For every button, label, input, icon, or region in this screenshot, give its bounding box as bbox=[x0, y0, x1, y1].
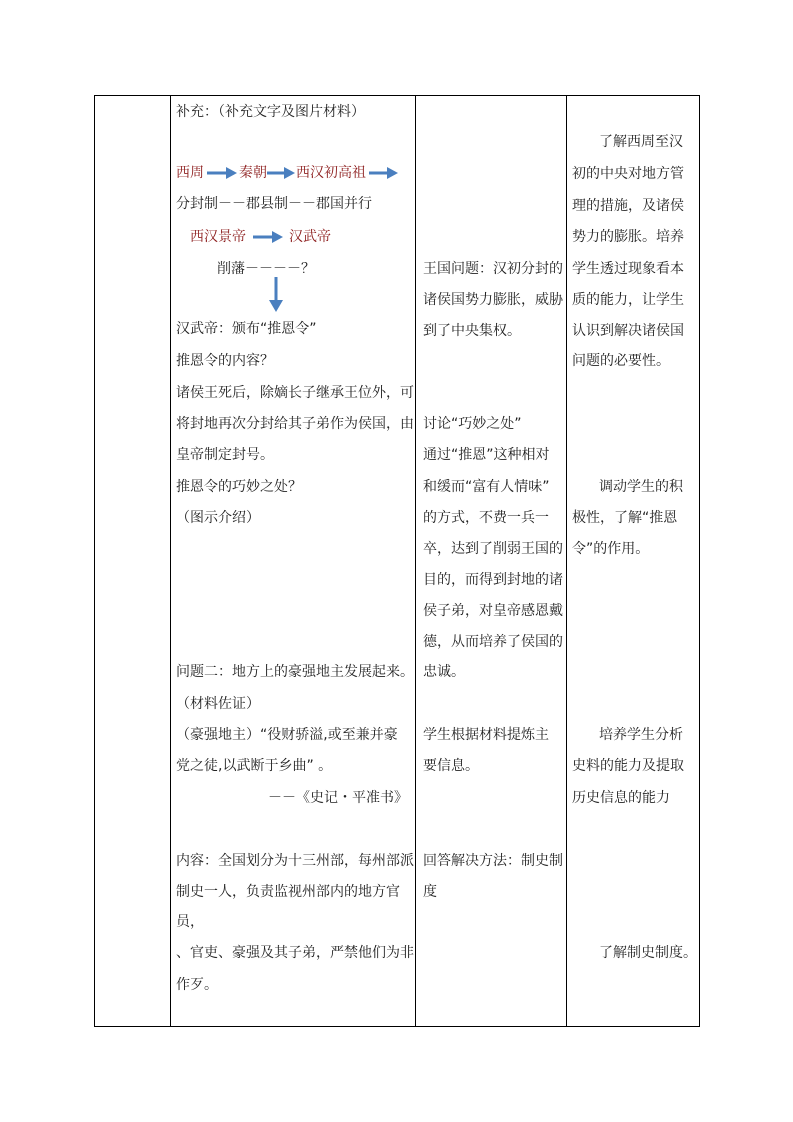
intent-p3-line-3: 历史信息的能力 bbox=[572, 790, 670, 806]
quote-source: －－《史记・平准书》 bbox=[268, 790, 408, 806]
problem-two: 问题二：地方上的豪强地主发展起来。 bbox=[176, 664, 414, 680]
activity-p2-line-4: 的方式，不费一兵一 bbox=[423, 510, 549, 526]
quote-line-2: 党之徒,以武断于乡曲” 。 bbox=[176, 758, 333, 774]
activity-p3-line-1: 学生根据材料提炼主 bbox=[423, 727, 549, 743]
intent-p1-line-7: 认识到解决诸侯国 bbox=[572, 323, 684, 339]
table-border-top bbox=[94, 95, 700, 96]
flow-label-qin: 秦朝 bbox=[239, 165, 267, 181]
content-line-1: 诸侯王死后，除嫡长子继承王位外，可 bbox=[176, 385, 414, 401]
intent-p1-line-1: 了解西周至汉 bbox=[599, 134, 683, 150]
intent-p1-line-4: 势力的膨胀。培养 bbox=[572, 229, 684, 245]
activity-p2-line-1: 讨论“巧妙之处” bbox=[423, 416, 522, 432]
arrow-down-icon bbox=[266, 276, 286, 314]
column-divider-2 bbox=[415, 95, 416, 1027]
system-line-5: 作歹。 bbox=[176, 977, 218, 993]
intent-p1-line-5: 学生透过现象看本 bbox=[572, 261, 684, 277]
arrow-right-icon bbox=[206, 166, 238, 180]
evidence-note: （材料佐证） bbox=[176, 696, 260, 712]
activity-p2-line-5: 卒，达到了削弱王国的 bbox=[423, 541, 563, 557]
arrow-right-icon bbox=[252, 230, 284, 244]
flow-caption-2: 削藩－－－－？ bbox=[217, 261, 315, 277]
intent-p3-line-2: 史料的能力及提取 bbox=[572, 758, 684, 774]
content-line-3: 皇帝制定封号。 bbox=[176, 447, 274, 463]
activity-p1-line-2: 诸侯国势力膨胀，威胁 bbox=[423, 292, 563, 308]
question-content: 推恩令的内容？ bbox=[176, 353, 274, 369]
flow-label-early-han: 西汉初高祖 bbox=[296, 165, 366, 181]
column-divider-3 bbox=[566, 95, 567, 1027]
table-border-right bbox=[699, 95, 700, 1027]
intent-p2-line-2: 极性，了解“推恩 bbox=[572, 510, 678, 526]
flow-label-emperor-jing: 西汉景帝 bbox=[190, 229, 246, 245]
activity-p4-line-2: 度 bbox=[423, 884, 437, 900]
system-line-1: 内容：全国划分为十三州部，每州部派 bbox=[176, 853, 414, 869]
edict-line: 汉武帝：颁布“推恩令” bbox=[176, 321, 317, 337]
table-border-bottom bbox=[94, 1026, 700, 1027]
flow-label-emperor-wu: 汉武帝 bbox=[289, 229, 331, 245]
intent-p4-line-1: 了解制史制度。 bbox=[599, 945, 697, 961]
system-line-4: 、官吏、豪强及其子弟，严禁他们为非 bbox=[176, 945, 414, 961]
table-border-left bbox=[94, 95, 95, 1027]
column-divider-1 bbox=[170, 95, 171, 1027]
activity-p3-line-2: 要信息。 bbox=[423, 758, 479, 774]
arrow-right-icon bbox=[368, 166, 399, 180]
activity-p4-line-1: 回答解决方法：制史制 bbox=[423, 853, 563, 869]
flow-caption-1: 分封制－－郡县制－－郡国并行 bbox=[176, 196, 372, 212]
supplement-heading: 补充：（补充文字及图片材料） bbox=[176, 104, 365, 120]
intent-p2-line-3: 令”的作用。 bbox=[572, 541, 650, 557]
intent-p1-line-6: 质的能力，让学生 bbox=[572, 292, 684, 308]
activity-p2-line-9: 忠诚。 bbox=[423, 664, 465, 680]
intent-p1-line-2: 初的中央对地方管 bbox=[572, 166, 684, 182]
activity-p1-line-1: 王国问题：汉初分封的 bbox=[423, 261, 563, 277]
activity-p2-line-6: 目的，而得到封地的诸 bbox=[423, 572, 563, 588]
arrow-right-icon bbox=[266, 166, 296, 180]
intent-p3-line-1: 培养学生分析 bbox=[599, 727, 683, 743]
quote-line-1: （豪强地主）“役财骄溢,或至兼并豪 bbox=[176, 727, 398, 743]
intent-p2-line-1: 调动学生的积 bbox=[599, 479, 683, 495]
flow-label-western-zhou: 西周 bbox=[176, 165, 204, 181]
activity-p2-line-2: 通过“推恩”这种相对 bbox=[423, 447, 550, 463]
intent-p1-line-8: 问题的必要性。 bbox=[572, 353, 670, 369]
activity-p2-line-8: 德，从而培养了侯国的 bbox=[423, 634, 563, 650]
intent-p1-line-3: 理的措施，及诸侯 bbox=[572, 198, 684, 214]
diagram-note: （图示介绍） bbox=[176, 510, 260, 526]
activity-p1-line-3: 到了中央集权。 bbox=[423, 323, 521, 339]
system-line-2: 制史一人，负责监视州部内的地方官 bbox=[176, 884, 400, 900]
activity-p2-line-7: 侯子弟，对皇帝感恩戴 bbox=[423, 603, 563, 619]
system-line-3: 员， bbox=[176, 914, 204, 930]
question-clever: 推恩令的巧妙之处？ bbox=[176, 479, 302, 495]
activity-p2-line-3: 和缓而“富有人情味” bbox=[423, 479, 550, 495]
content-line-2: 将封地再次分封给其子弟作为侯国，由 bbox=[176, 416, 414, 432]
